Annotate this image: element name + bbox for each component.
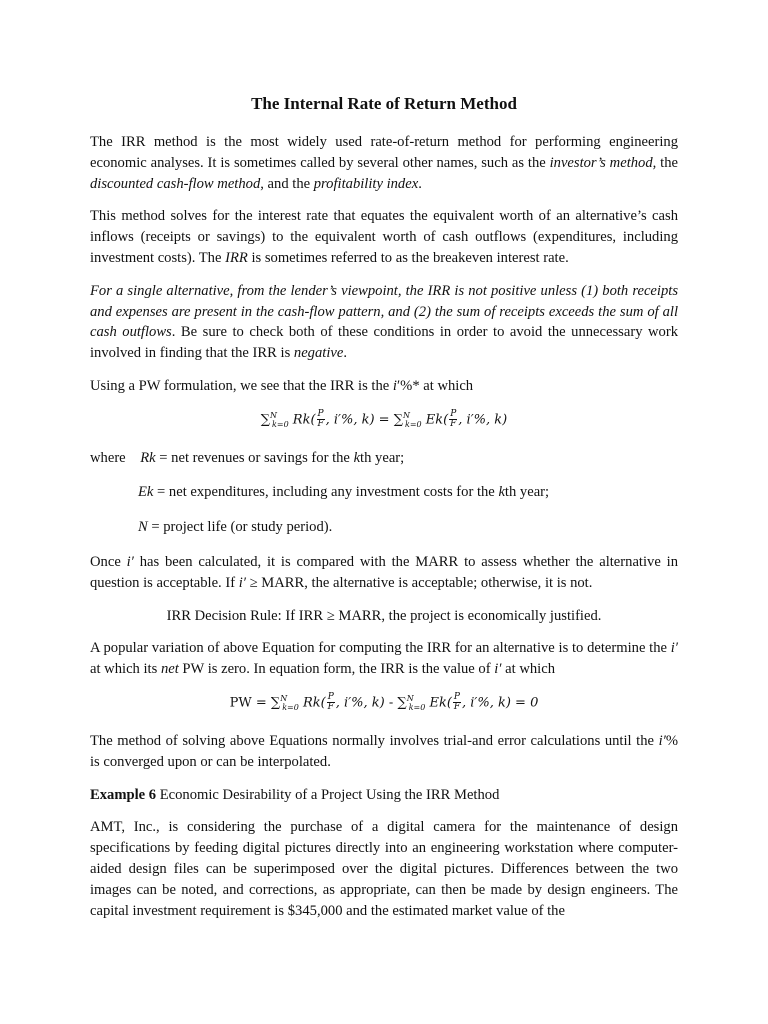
- paragraph-pw-formulation: Using a PW formulation, we see that the IRR is the i′%* at which: [90, 377, 474, 394]
- paragraph-example-body: AMT, Inc., is considering the purchase of a digital camera for the maintenance of design specifications by feeding digital pictures directly into an engineering workstation where computer-aided design files can be superimposed over the digital pictures. Differences between the two images can be noted, and corrections, as appropriate, can then be made by design engineers. The capital investment requirement is $345,000 and the estimated market value of the: [90, 819, 678, 919]
- fraction-p-over-f: $\frac{P}{F}$: [327, 692, 334, 713]
- equation-net-pw: PW = ∑$^N_{k=0}$ Rk( $\frac{P}{F}$ , i′%, k) - ∑$^N_{k=0}$ Ek( $\frac{P}{F}$ , i′%, k) = 0: [229, 692, 539, 713]
- decision-rule: IRR Decision Rule: If IRR ≥ MARR, the project is economically justified.: [166, 607, 602, 624]
- page-title: The Internal Rate of Return Method: [251, 94, 517, 113]
- paragraph-conditions: For a single alternative, from the lender’s viewpoint, the IRR is not positive unless (1) both receipts and expenses are present in the cash-flow pattern, and (2) the sum of receipts exceeds the sum of all cash outflows. Be sure to check both of these conditions in order to avoid the unnecessary work involved in finding that the IRR is negative.: [90, 282, 678, 362]
- equation-irr-pw: ∑$^N_{k=0}$ Rk( $\frac{P}{F}$ , i′%, k) = ∑$^N_{k=0}$ Ek( $\frac{P}{F}$ , i′%, k): [260, 409, 508, 430]
- fraction-p-over-f: $\frac{P}{F}$: [450, 409, 457, 430]
- paragraph-intro: The IRR method is the most widely used rate-of-return method for performing engineering economic analyses. It is sometimes called by several other names, such as the investor’s method, the discounted cash-flow method, and the profitability index.: [90, 134, 678, 192]
- paragraph-net-pw: A popular variation of above Equation for computing the IRR for an alternative is to determine the i′ at which its net PW is zero. In equation form, the IRR is the value of i′ at which: [90, 640, 678, 678]
- paragraph-trial-and-error: The method of solving above Equations normally involves trial-and error calculations until the i′% is converged upon or can be interpolated.: [90, 732, 678, 770]
- fraction-p-over-f: $\frac{P}{F}$: [453, 692, 461, 713]
- fraction-p-over-f: $\frac{P}{F}$: [317, 409, 324, 430]
- definition-rk: where Rk = net revenues or savings for the kth year;: [90, 449, 405, 466]
- definition-ek: Ek = net expenditures, including any investment costs for the kth year;: [138, 484, 550, 501]
- example-heading: Example 6 Economic Desirability of a Project Using the IRR Method: [90, 786, 500, 803]
- paragraph-compare-marr: Once i′ has been calculated, it is compared with the MARR to assess whether the alternative in question is acceptable. If i′ ≥ MARR, the alternative is acceptable; otherwise, it is not.: [90, 554, 678, 591]
- paragraph-method: This method solves for the interest rate that equates the equivalent worth of an alternative’s cash inflows (receipts or savings) to the equivalent worth of cash outflows (expenditures, including investment costs). The IRR is sometimes referred to as the breakeven interest rate.: [90, 208, 678, 266]
- definition-n: N = project life (or study period).: [138, 519, 333, 536]
